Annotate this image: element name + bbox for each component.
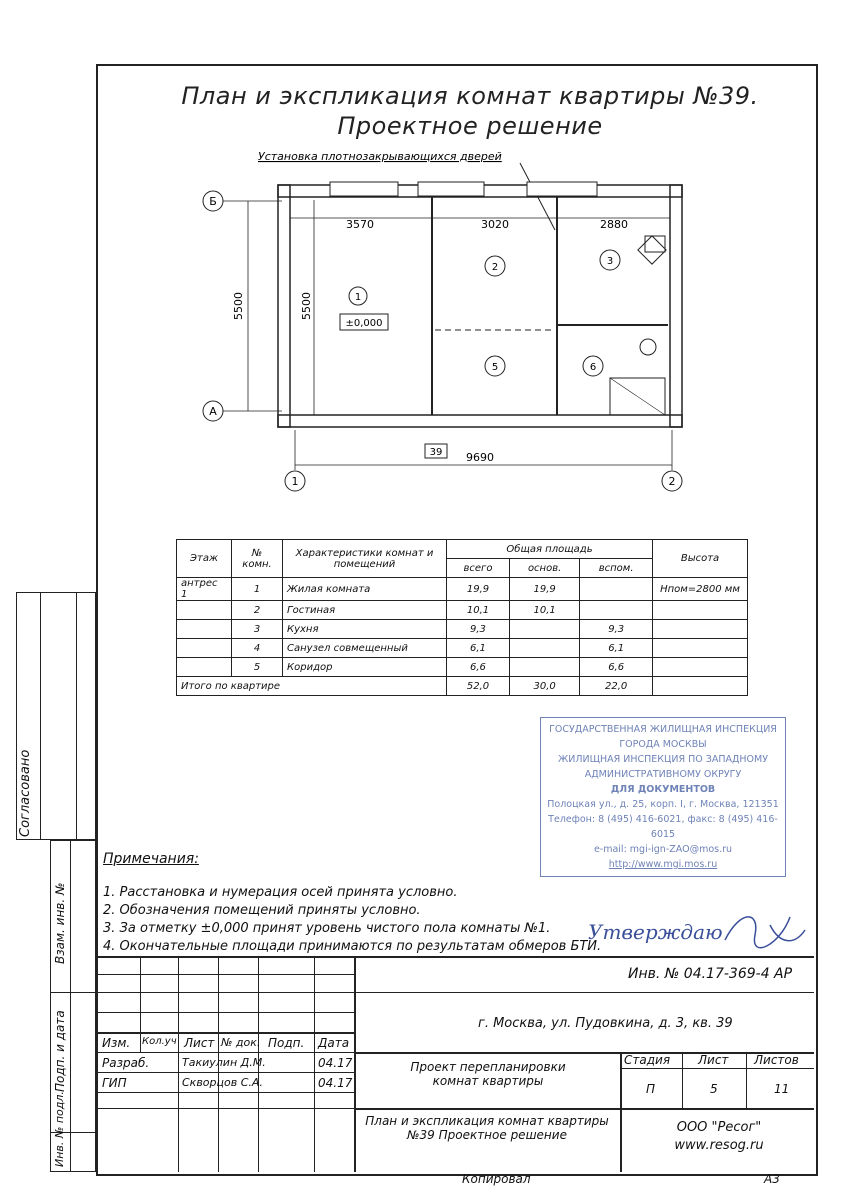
- copied-label: Копировал: [462, 1172, 531, 1186]
- explication-table: [176, 539, 748, 696]
- floor-plan: [190, 140, 710, 500]
- page-title: План и экспликация комнат квартиры №39.: [181, 82, 759, 110]
- row-gip-role: ГИП: [102, 1076, 127, 1090]
- th-area: Общая площадь: [447, 540, 653, 559]
- room-5: 5: [491, 362, 499, 373]
- signature-mark: [720, 905, 810, 955]
- doc-code: Инв. № 04.17-369-4 АР: [628, 966, 793, 982]
- notes-block: Примечания: 1. Расстановка и нумерация осей принята условно. 2. Обозначения помещений приняты условно. 3. За отметку ±0,000 принят уровень чистого пола комнаты №1. 4. Окончательные площади принимаются по результатам обмеров БТИ.: [103, 851, 602, 954]
- side-inv-vzam: Взам. инв. №: [53, 882, 67, 964]
- project-name: Проект перепланировки комнат квартиры: [410, 1060, 566, 1088]
- room-1-level: ±0,000: [345, 318, 383, 329]
- apt-tag: 39: [429, 447, 443, 458]
- dim-height-outer: 5500: [232, 292, 245, 320]
- th-total: всего: [447, 559, 510, 578]
- title-block: [98, 956, 814, 1172]
- table-row: 4 Санузел совмещенный 6,1 6,1: [177, 639, 748, 658]
- table-row: 3 Кухня 9,3 9,3: [177, 620, 748, 639]
- page-subtitle: Проектное решение: [337, 112, 603, 140]
- notes-heading: Примечания:: [103, 851, 199, 867]
- axis-1: 1: [291, 475, 299, 488]
- room-2: 2: [491, 262, 499, 273]
- dim-3570: 3570: [346, 218, 374, 231]
- sheet-title: План и экспликация комнат квартиры №39 Проектное решение: [365, 1114, 609, 1142]
- col-doc: № док.: [221, 1036, 261, 1049]
- col-podp: Подп.: [268, 1036, 305, 1050]
- row-gip-name: Скворцов С.А.: [182, 1076, 263, 1089]
- stage-value: П: [646, 1082, 656, 1096]
- th-num: № комн.: [232, 540, 283, 578]
- company-name: ООО "Ресог": [676, 1120, 762, 1135]
- table-total-row: Итого по квартире 52,0 30,0 22,0: [177, 677, 748, 696]
- row-razrab-name: Такиулин Д.М.: [182, 1056, 266, 1069]
- th-aux: вспом.: [580, 559, 653, 578]
- room-1: 1: [354, 292, 362, 303]
- col-data: Дата: [318, 1036, 350, 1050]
- table-row: 5 Коридор 6,6 6,6: [177, 658, 748, 677]
- col-list: Лист: [184, 1036, 215, 1050]
- row-gip-date: 04.17: [318, 1076, 353, 1090]
- side-sign-date: Подп. и дата: [53, 1010, 67, 1092]
- axis-2: 2: [668, 475, 676, 488]
- axis-a: А: [209, 405, 217, 418]
- inspection-stamp: ГОСУДАРСТВЕННАЯ ЖИЛИЩНАЯ ИНСПЕКЦИЯ ГОРОДА МОСКВЫ ЖИЛИЩНАЯ ИНСПЕКЦИЯ ПО ЗАПАДНОМУ АДМИНИСТРАТИВНОМУ ОКРУГУ ДЛЯ ДОКУМЕНТОВ Полоцкая ул., д. 25, корп. I, г. Москва, 121351 Телефон: 8 (495) 416-6021, факс: 8 (495) 416-6015 e-mail: mgi-ign-ZAO@mos.ru http://www.mgi.mos.ru: [540, 717, 786, 877]
- th-desc: Характеристики комнат и помещений: [283, 540, 447, 578]
- row-razrab-role: Разраб.: [102, 1056, 150, 1070]
- side-strip: [16, 592, 96, 1172]
- company-site: www.resog.ru: [674, 1138, 764, 1153]
- table-row: антрес 1 1 Жилая комната 19,9 19,9 Нпом=2800 мм: [177, 578, 748, 601]
- col-izm: Изм.: [102, 1036, 131, 1050]
- door-note: Установка плотнозакрывающихся дверей: [258, 150, 502, 163]
- sheet-header: Лист: [698, 1053, 729, 1067]
- approved-signature: Утверждаю: [588, 920, 723, 944]
- format-label: А3: [764, 1172, 780, 1186]
- side-agreed: Согласовано: [18, 749, 33, 837]
- axis-b: Б: [209, 195, 217, 208]
- table-row: 2 Гостиная 10,1 10,1: [177, 601, 748, 620]
- dim-3020: 3020: [481, 218, 509, 231]
- row-razrab-date: 04.17: [318, 1056, 353, 1070]
- sheets-value: 11: [774, 1082, 790, 1096]
- side-inv-podl: Инв. № подл.: [53, 1091, 66, 1167]
- dim-height-inner: 5500: [300, 292, 313, 320]
- dim-total: 9690: [466, 451, 494, 464]
- room-6: 6: [589, 362, 597, 373]
- th-main: основ.: [509, 559, 579, 578]
- th-floor: Этаж: [177, 540, 232, 578]
- object-address: г. Москва, ул. Пудовкина, д. 3, кв. 39: [478, 1016, 733, 1031]
- th-height: Высота: [653, 540, 748, 578]
- sheet-value: 5: [710, 1082, 718, 1096]
- room-3: 3: [606, 256, 614, 267]
- sheets-header: Листов: [754, 1053, 799, 1067]
- stage-header: Стадия: [624, 1053, 671, 1067]
- dim-2880: 2880: [600, 218, 628, 231]
- col-kol: Кол.уч: [142, 1036, 177, 1047]
